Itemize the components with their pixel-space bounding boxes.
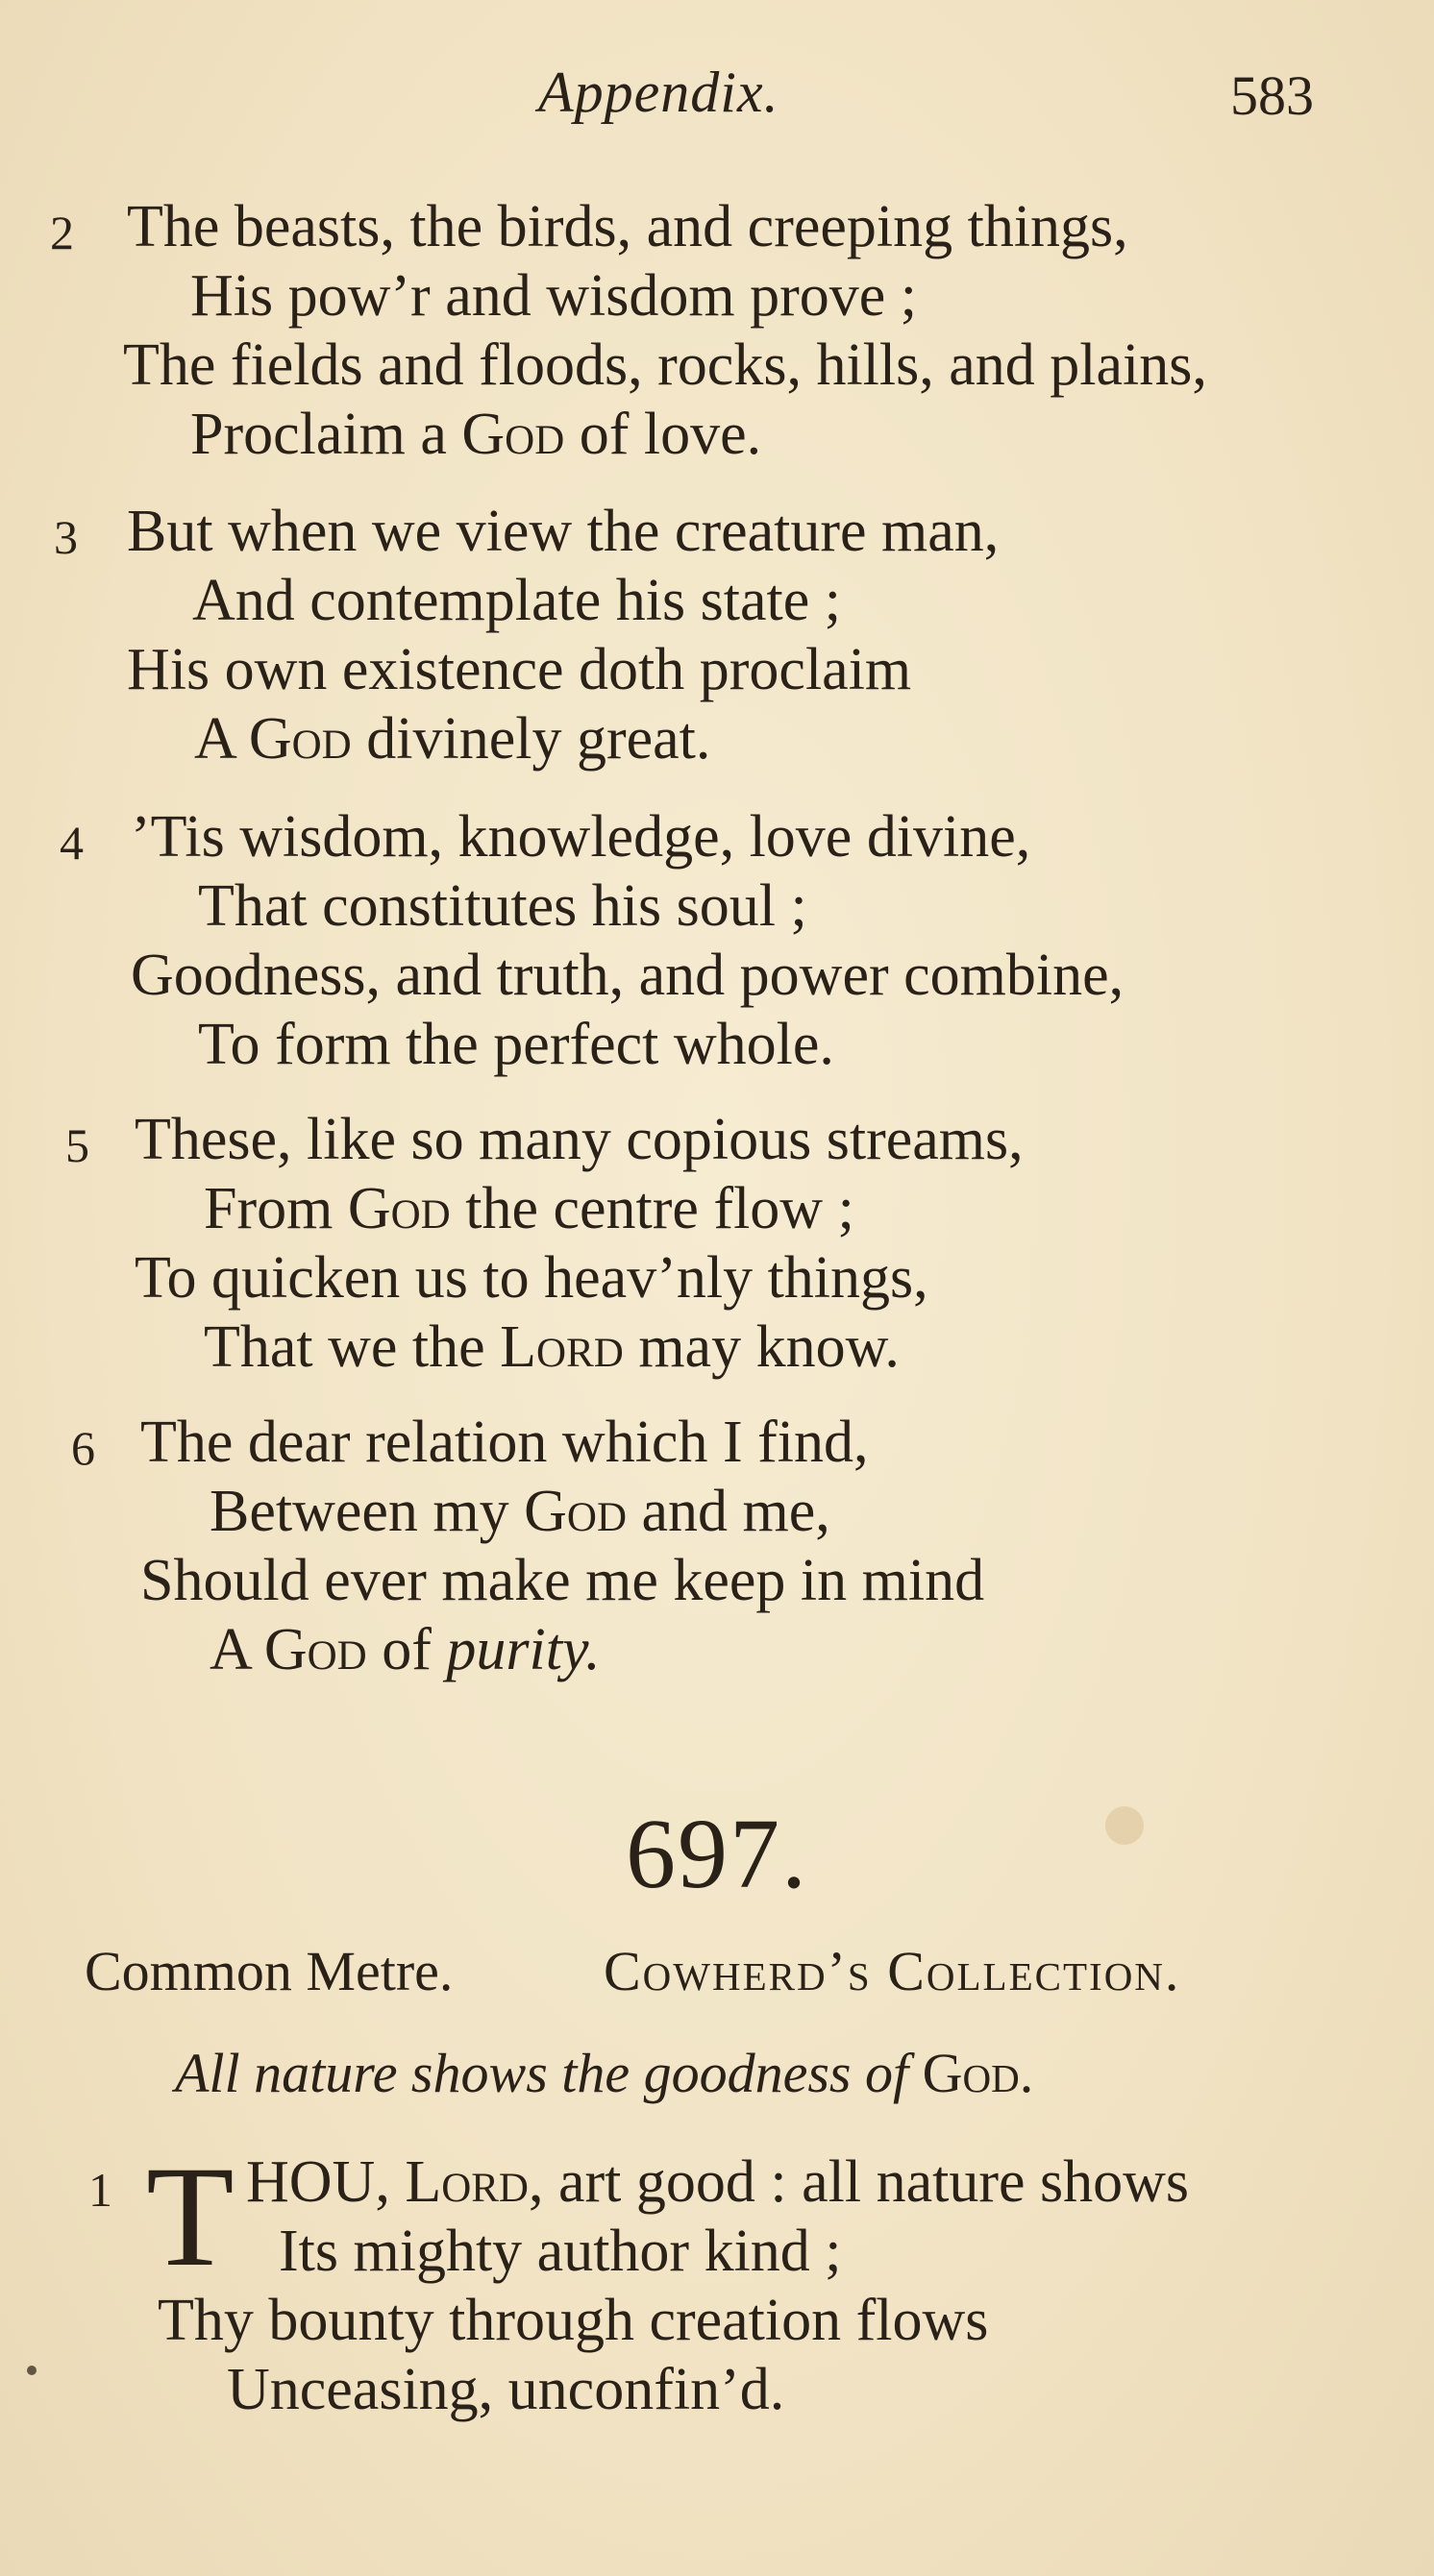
verse-line: The fields and floods, rocks, hills, and plains, bbox=[123, 332, 1207, 398]
ink-speck bbox=[27, 2366, 37, 2375]
verse-line: That constitutes his soul ; bbox=[198, 873, 807, 939]
verse-line: Unceasing, unconfin’d. bbox=[227, 2357, 785, 2422]
verse-line: These, like so many copious streams, bbox=[135, 1107, 1024, 1172]
verse-line: Proclaim a God of love. bbox=[190, 402, 762, 467]
divine-name: God bbox=[461, 402, 565, 467]
verse-line: Thy bounty through creation flows bbox=[158, 2288, 989, 2353]
verse-line: That we the Lord may know. bbox=[204, 1314, 900, 1380]
page-number: 583 bbox=[1230, 64, 1314, 127]
verse-number: 4 bbox=[60, 816, 84, 870]
verse-line: A God of purity. bbox=[210, 1617, 601, 1682]
verse-line: His own existence doth proclaim bbox=[127, 637, 912, 702]
hymn-number: 697. bbox=[626, 1799, 808, 1909]
verse-line: But when we view the creature man, bbox=[127, 499, 1000, 564]
hymn-subtitle: All nature shows the goodness of God. bbox=[175, 2042, 1034, 2104]
drop-cap: T bbox=[146, 2137, 235, 2296]
running-header-title: Appendix. bbox=[538, 61, 779, 124]
verse-line: ’Tis wisdom, knowledge, love divine, bbox=[131, 804, 1031, 870]
divine-name: Lord bbox=[500, 1314, 624, 1380]
verse-line: To quicken us to heav’nly things, bbox=[135, 1245, 928, 1311]
divine-name: God bbox=[248, 706, 352, 772]
divine-name: Lord bbox=[405, 2149, 529, 2215]
verse-line: HOU, Lord, art good : all nature shows bbox=[246, 2149, 1190, 2215]
verse-line: And contemplate his state ; bbox=[192, 568, 841, 633]
verse-line: Its mighty author kind ; bbox=[279, 2219, 842, 2284]
verse-number: 2 bbox=[50, 206, 74, 259]
verse-line: A God divinely great. bbox=[194, 706, 711, 772]
verse-number: 1 bbox=[88, 2163, 112, 2217]
verse-line: To form the perfect whole. bbox=[198, 1012, 834, 1077]
hymn-metre: Common Metre. bbox=[85, 1940, 454, 2002]
verse-line: Should ever make me keep in mind bbox=[140, 1548, 985, 1613]
verse-number: 6 bbox=[71, 1421, 95, 1475]
verse-number: 3 bbox=[54, 510, 78, 564]
emphasis-word: purity. bbox=[446, 1617, 601, 1682]
divine-name: God bbox=[263, 1617, 367, 1682]
divine-name: God bbox=[347, 1176, 451, 1241]
verse-line: From God the centre flow ; bbox=[204, 1176, 854, 1241]
divine-name: God bbox=[524, 1479, 628, 1544]
verse-number: 5 bbox=[65, 1118, 89, 1172]
verse-line: Goodness, and truth, and power combine, bbox=[131, 943, 1125, 1008]
verse-line: His pow’r and wisdom prove ; bbox=[190, 263, 917, 329]
paper-stain bbox=[1105, 1806, 1144, 1845]
verse-line: Between my God and me, bbox=[210, 1479, 830, 1544]
verse-line: The beasts, the birds, and creeping things, bbox=[127, 194, 1128, 259]
verse-line: The dear relation which I find, bbox=[140, 1410, 869, 1475]
hymn-source: Cowherd’s Collection. bbox=[604, 1940, 1181, 2002]
